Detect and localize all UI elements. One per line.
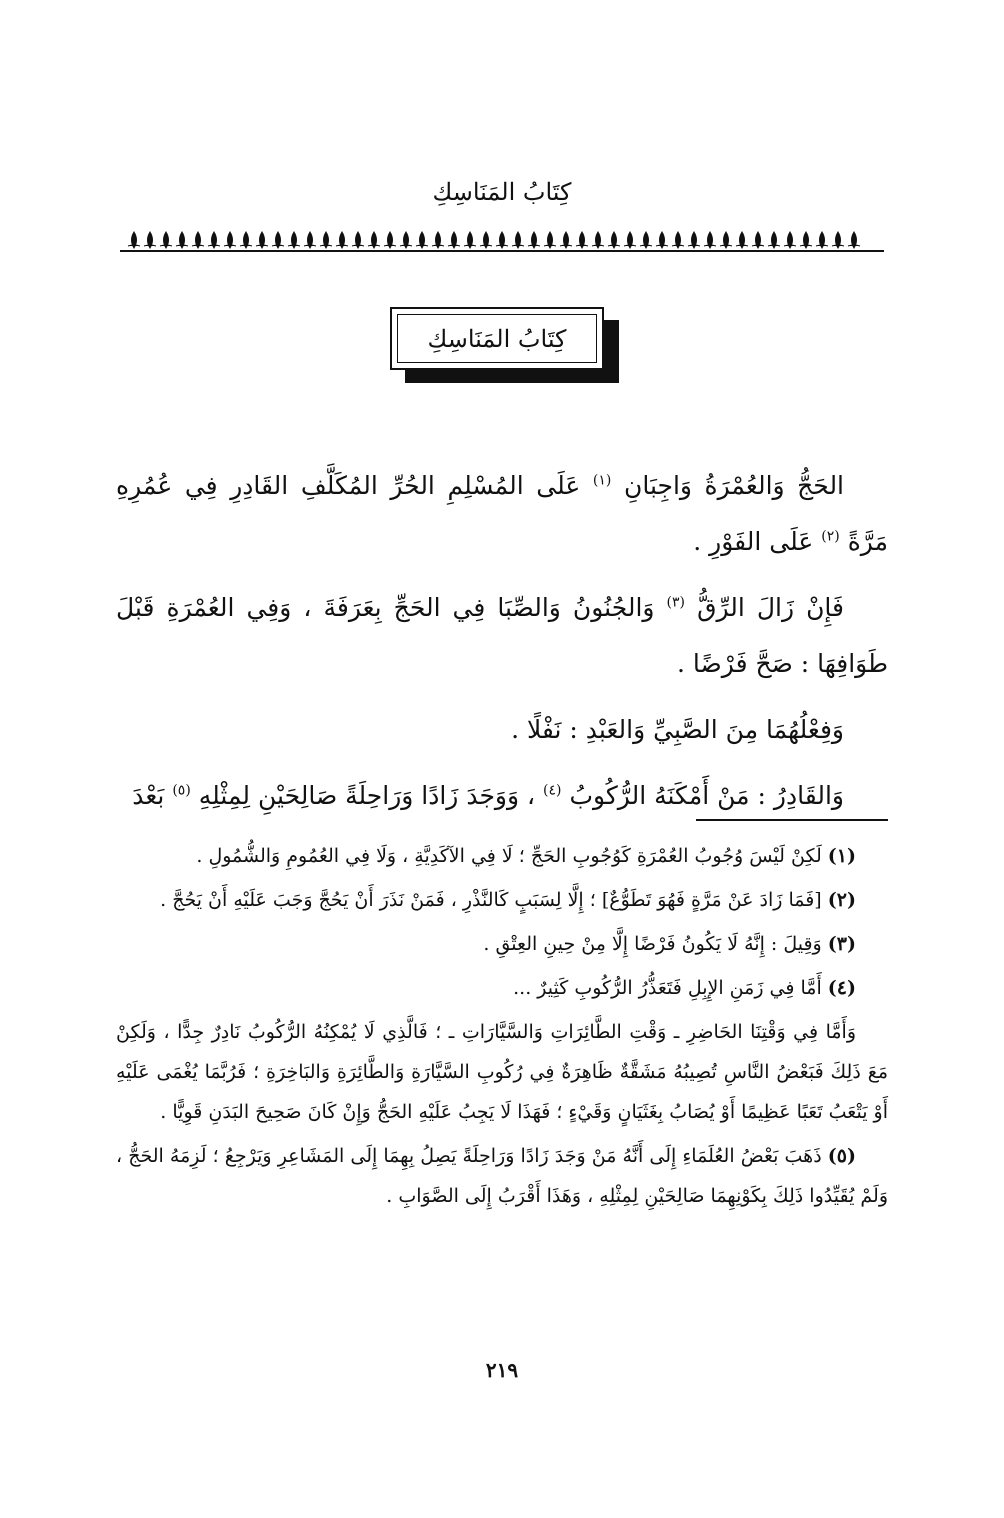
ornament-leaf [416,232,428,248]
ornament-leaf [688,232,700,248]
footnote-4-continued-text: وَأَمَّا فِي وَقْتِنَا الحَاضِرِ ـ وَقْتِ الطَّائِرَاتِ وَالسَّيَّارَاتِ ـ ؛ فَالَّذِي لَا يُمْكِنُهُ الرُّكُوبُ نَادِرٌ جِدًّا ، وَلَكِنْ مَعَ ذَلِكَ فَبَعْضُ النَّاسِ تُصِيبُهُ مَشَقَّةٌ ظَاهِرَةٌ فِي رُكُوبِ السَّيَّارَةِ وَالطَّائِرَةِ وَالبَاخِرَةِ ؛ فَرُبَّمَا يُغْمَى عَلَيْهِ أَوْ يَتْعَبُ تَعَبًا عَظِيمًا أَوْ يُصَابُ بِغَثَيَانٍ وَقَيْءٍ ؛ فَهَذَا لَا يَجِبُ عَلَيْهِ الحَجُّ وَإِنْ كَانَ صَحِيحَ البَدَنِ قَوِيًّا . [116,1021,888,1123]
ornament-leaf [192,232,204,248]
main-text [116,458,888,834]
ornament-leaf [128,232,140,248]
ornament-leaf [320,232,332,248]
ornament-leaf [528,232,540,248]
ornament-leaf [144,232,156,248]
footnote-2 [116,880,888,920]
paragraph-2-text-a: فَإِنْ زَالَ الرِّقُّ [697,593,845,622]
footnotes [116,836,888,1220]
paragraph-4-text-a: وَالقَادِرُ : مَنْ أَمْكَنَهُ الرُّكُوبُ [569,781,844,810]
paragraph-4 [116,768,888,824]
chapter-title-frame [397,314,597,363]
ornament-leaf [560,232,572,248]
ornament-leaf [480,232,492,248]
ornament-leaf [240,232,252,248]
ornament-leaf [272,232,284,248]
footnote-4 [116,968,888,1008]
ornament-leaf [816,232,828,248]
paragraph-3-text: وَفِعْلُهُمَا مِنَ الصَّبِيِّ وَالعَبْدِ : نَفْلًا . [511,715,844,744]
ornament-leaf [624,232,636,248]
chapter-title-box [390,307,604,370]
paragraph-1 [116,458,888,570]
paragraph-4-text-c: بَعْدَ [132,781,165,810]
paragraph-1-text-a: الحَجُّ وَالعُمْرَةُ وَاجِبَانِ [623,471,845,500]
footnote-ref-1: (١) [592,472,612,489]
footnote-1 [116,836,888,876]
ornament-leaf [640,232,652,248]
ornament-leaf [368,232,380,248]
ornament-leaf [256,232,268,248]
ornament-leaf [832,232,844,248]
footnote-4-continued [116,1012,888,1132]
ornament-leaf [336,232,348,248]
footnote-ref-2: (٢) [821,528,840,545]
ornamental-divider [120,228,884,254]
ornament-leaf [512,232,524,248]
ornament-leaf [176,232,188,248]
ornament-leaf [464,232,476,248]
ornament-leaf [720,232,732,248]
ornament-leaf [608,232,620,248]
ornament-leaf [672,232,684,248]
ornament-leaf [496,232,508,248]
chapter-title: كِتَابُ المَنَاسِكِ [427,324,567,353]
page-number: ٢١٩ [485,1358,519,1382]
footnote-ref-5: (٥) [172,782,191,799]
footnote-5 [116,1136,888,1216]
paragraph-3 [116,702,888,758]
footnote-2-text: [فَمَا زَادَ عَنْ مَرَّةٍ فَهُوَ تَطَوُّعٌ] ؛ إِلَّا لِسَبَبٍ كَالنَّذْرِ ، فَمَنْ نَذَرَ أَنْ يَحُجَّ وَجَبَ عَلَيْهِ أَنْ يَحُجَّ . [160,889,822,911]
ornament-leaf [288,232,300,248]
footnote-1-text: لَكِنْ لَيْسَ وُجُوبُ العُمْرَةِ كَوُجُوبِ الحَجِّ ؛ لَا فِي الآكَدِيَّةِ ، وَلَا فِي العُمُومِ وَالشُّمُولِ . [196,845,822,867]
ornament-leaf [432,232,444,248]
footnote-3 [116,924,888,964]
ornament-leaf [384,232,396,248]
paragraph-1-text-b: عَلَى المُسْلِمِ الحُرِّ المُكَلَّفِ القَادِرِ فِي عُمُرِهِ مَرَّةً [116,471,888,556]
paragraph-2 [116,580,888,692]
ornament-leaf [736,232,748,248]
footnote-5-text: ذَهَبَ بَعْضُ العُلَمَاءِ إِلَى أَنَّهُ مَنْ وَجَدَ زَادًا وَرَاحِلَةً يَصِلُ بِهِمَا إِلَى المَشَاعِرِ وَيَرْجِعُ ؛ لَزِمَهُ الحَجُّ ، وَلَمْ يُقَيِّدُوا ذَلِكَ بِكَوْنِهِمَا صَالِحَيْنِ لِمِثْلِهِ ، وَهَذَا أَقْرَبُ إِلَى الصَّوَابِ . [116,1145,888,1207]
ornament-leaf [448,232,460,248]
ornament-leaf [576,232,588,248]
footnote-separator [696,819,888,821]
ornament-leaf [752,232,764,248]
footnote-4-number: (٤) [827,977,856,999]
ornament-leaf [704,232,716,248]
footnote-4-text: أَمَّا فِي زَمَنِ الإِبِلِ فَتَعَذُّرُ الرُّكُوبِ كَثِيرٌ ... [513,977,822,999]
ornament-leaf [208,232,220,248]
ornament-leaf [768,232,780,248]
ornament-leaf [400,232,412,248]
footnote-2-number: (٢) [827,889,856,911]
ornament-leaf [224,232,236,248]
paragraph-1-text-c: عَلَى الفَوْرِ . [693,527,814,556]
running-header: كِتَابُ المَنَاسِكِ [432,178,572,206]
ornament-leaf [544,232,556,248]
footnote-3-text: وَقِيلَ : إِنَّهُ لَا يَكُونُ فَرْضًا إِلَّا مِنْ حِينِ العِتْقِ . [483,933,822,955]
ornament-leaf [304,232,316,248]
ornament-leaf [592,232,604,248]
paragraph-2-text-b: وَالجُنُونُ وَالصِّبَا فِي الحَجِّ بِعَرَفَةَ ، وَفِي العُمْرَةِ قَبْلَ طَوَافِهَا : صَحَّ فَرْضًا . [116,593,888,678]
ornament-leaf [800,232,812,248]
ornament-pattern [120,228,884,254]
footnote-1-number: (١) [827,845,856,867]
ornament-leaf [848,232,860,248]
footnote-ref-4: (٤) [543,782,562,799]
paragraph-4-text-b: ، وَوَجَدَ زَادًا وَرَاحِلَةً صَالِحَيْنِ لِمِثْلِهِ [198,781,536,810]
footnote-5-number: (٥) [827,1145,856,1167]
ornament-leaf [656,232,668,248]
ornament-leaf [160,232,172,248]
ornament-leaf [352,232,364,248]
ornament-leaf [784,232,796,248]
footnote-3-number: (٣) [827,933,856,955]
footnote-ref-3: (٣) [666,594,686,611]
